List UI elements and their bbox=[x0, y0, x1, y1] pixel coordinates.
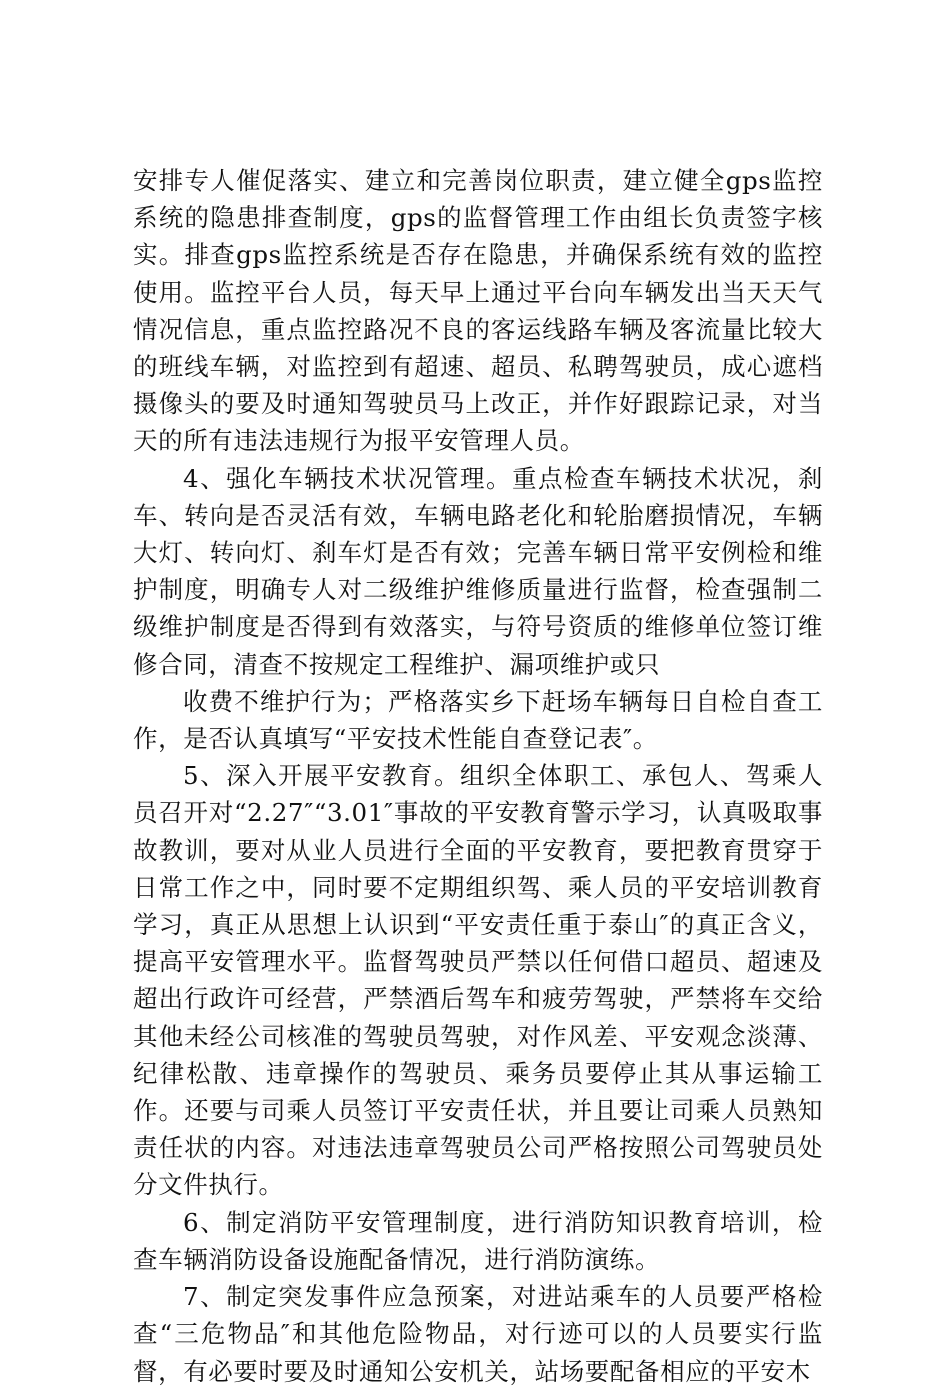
document-body bbox=[133, 162, 823, 1390]
paragraph-emergency-plan: 7、制定突发事件应急预案，对进站乘车的人员要严格检查“三危物品″和其他危险物品，对行迹可以的人员要实行监督，有必要时要及时通知公安机关，站场要配备相应的平安木 bbox=[133, 1282, 823, 1386]
paragraph-vehicle-technical-management: 4、强化车辆技术状况管理。重点检查车辆技术状况，刹车、转向是否灵活有效，车辆电路老化和轮胎磨损情况，车辆大灯、转向灯、刹车灯是否有效；完善车辆日常平安例检和维护制度，明确专人对二级维护维修质量进行监督，检查强制二级维护制度是否得到有效落实，与符号资质的维修单位签订维修合同，清查不按规定工程维护、漏项维护或只 bbox=[133, 463, 823, 679]
paragraph-vehicle-self-inspection: 收费不维护行为；严格落实乡下赶场车辆每日自检自查工作，是否认真填写“平安技术性能自查登记表″。 bbox=[133, 686, 823, 754]
paragraph-gps-monitoring: 安排专人催促落实、建立和完善岗位职责，建立健全gps监控系统的隐患排查制度，gps的监督管理工作由组长负责签字核实。排查gps监控系统是否存在隐患，并确保系统有效的监控使用。监控平台人员，每天早上通过平台向车辆发出当天天气情况信息，重点监控路况不良的客运线路车辆及客流量比较大的班线车辆，对监控到有超速、超员、私聘驾驶员，成心遮档摄像头的要及时通知驾驶员马上改正，并作好跟踪记录，对当天的所有违法违规行为报平安管理人员。 bbox=[133, 166, 823, 456]
paragraph-safety-education: 5、深入开展平安教育。组织全体职工、承包人、驾乘人员召开对“2.27″“3.01″事故的平安教育警示学习，认真吸取事故教训，要对从业人员进行全面的平安教育，要把教育贯穿于日常工作之中，同时要不定期组织驾、乘人员的平安培训教育学习，真正从思想上认识到“平安责任重于泰山″的真正含义，提高平安管理水平。监督驾驶员严禁以任何借口超员、超速及超出行政许可经营，严禁酒后驾车和疲劳驾驶，严禁将车交给其他未经公司核准的驾驶员驾驶，对作风差、平安观念淡薄、纪律松散、违章操作的驾驶员、乘务员要停止其从事运输工作。还要与司乘人员签订平安责任状，并且要让司乘人员熟知责任状的内容。对违法违章驾驶员公司严格按照公司驾驶员处分文件执行。 bbox=[133, 761, 823, 1200]
paragraph-fire-safety: 6、制定消防平安管理制度，进行消防知识教育培训，检查车辆消防设备设施配备情况，进行消防演练。 bbox=[133, 1207, 823, 1274]
